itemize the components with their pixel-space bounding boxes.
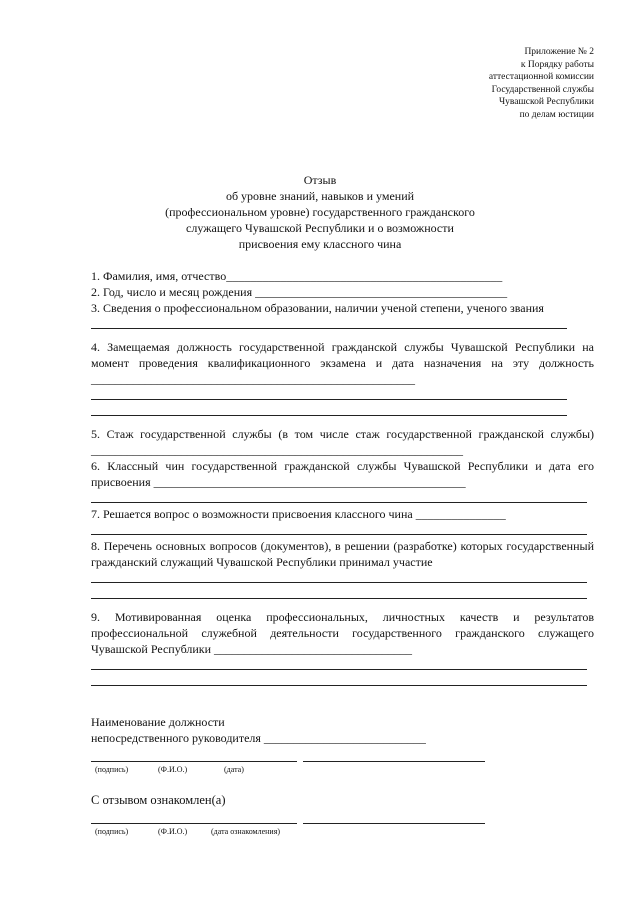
- fill-line[interactable]: [91, 673, 594, 689]
- caption-row: [91, 826, 601, 838]
- acknowledgement-block: [91, 792, 601, 838]
- field-full-name[interactable]: 1. Фамилия, имя, отчество______________________________________________: [91, 269, 503, 283]
- appendix-line: Приложение № 2: [524, 47, 594, 57]
- title-line: Отзыв: [303, 173, 337, 187]
- field-service-length[interactable]: 5. Стаж государственной службы (в том числе стаж государственной гражданской службы) ______________________________________________________________: [91, 427, 594, 457]
- document-title: [0, 172, 640, 252]
- field-rank-question[interactable]: 7. Решается вопрос о возможности присвоения классного чина _______________: [91, 507, 506, 521]
- fill-line[interactable]: [91, 570, 594, 586]
- caption-signature: (подпись): [95, 827, 129, 836]
- title-line: служащего Чувашской Республики и о возможности: [186, 221, 454, 235]
- field-class-rank[interactable]: 6. Классный чин государственной гражданской службы Чувашской Республики и дата его присвоения ____________________________________________________: [91, 459, 594, 489]
- appendix-line: к Порядку работы: [520, 59, 594, 70]
- name-line[interactable]: [303, 823, 485, 824]
- caption-fio: (Ф.И.О.): [158, 827, 188, 836]
- form-body: [91, 268, 594, 689]
- field-assessment[interactable]: 9. Мотивированная оценка профессиональных, личностных качеств и результатов профессиональной служебной деятельности государственного гражданского служащего Чувашской Республики _________________________________: [91, 610, 594, 656]
- signature-line[interactable]: [91, 823, 297, 824]
- appendix-line: по делам юстиции: [519, 109, 594, 120]
- fill-line[interactable]: [91, 522, 594, 538]
- appendix-note: [354, 46, 594, 121]
- title-line: об уровне знаний, навыков и умений: [225, 189, 415, 203]
- supervisor-position-field[interactable]: непосредственного руководителя ___________________________: [91, 731, 426, 745]
- fill-line[interactable]: [91, 586, 594, 602]
- appendix-line: Чувашской Республики: [498, 97, 594, 107]
- name-line[interactable]: [303, 761, 485, 762]
- title-line: (профессиональном уровне) государственного гражданского: [165, 205, 475, 219]
- supervisor-signature-block: [91, 714, 601, 776]
- caption-signature: (подпись): [95, 765, 129, 774]
- signature-row: [91, 808, 601, 826]
- fill-line[interactable]: [91, 490, 594, 506]
- signature-row: [91, 746, 601, 764]
- caption-fio: (Ф.И.О.): [158, 765, 188, 774]
- caption-date: (дата): [224, 765, 244, 774]
- acknowledged-label: С отзывом ознакомлен(а): [91, 793, 226, 807]
- appendix-line: Государственной службы: [491, 84, 594, 95]
- supervisor-position-label: Наименование должности: [91, 715, 225, 729]
- appendix-line: аттестационной комиссии: [488, 72, 594, 82]
- field-birth-date[interactable]: 2. Год, число и месяц рождения __________________________________________: [91, 285, 508, 299]
- signature-line[interactable]: [91, 761, 297, 762]
- fill-line[interactable]: [91, 387, 594, 403]
- field-main-issues: 8. Перечень основных вопросов (документов), в решении (разработке) которых государственный гражданский служащий Чувашской Республики принимал участие: [91, 539, 594, 569]
- field-position[interactable]: 4. Замещаемая должность государственной гражданской службы Чувашской Республики на момент проведения квалификационного экзамена и дата назначения на эту должность ______________________________________________________: [91, 340, 594, 386]
- caption-row: [91, 764, 601, 776]
- fill-line[interactable]: [91, 403, 594, 419]
- fill-line[interactable]: [91, 316, 594, 332]
- title-line: присвоения ему классного чина: [238, 237, 402, 251]
- caption-ack-date: (дата ознакомления): [211, 827, 281, 836]
- field-education: 3. Сведения о профессиональном образовании, наличии ученой степени, ученого звания: [91, 301, 544, 315]
- fill-line[interactable]: [91, 657, 594, 673]
